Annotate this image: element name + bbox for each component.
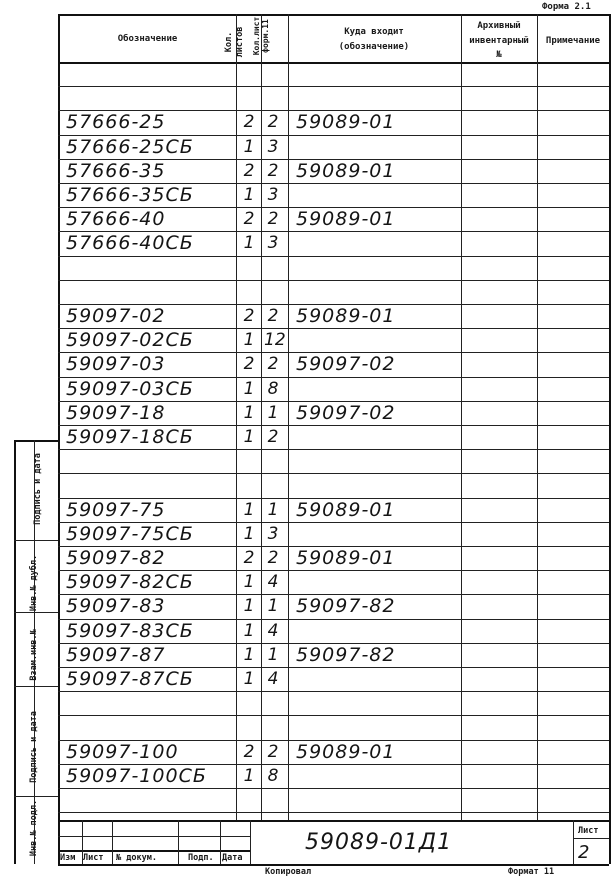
row-designation: 59097-75СБ: [66, 523, 194, 545]
row-format-count: 2: [267, 209, 279, 229]
row-format-count: 2: [267, 161, 279, 181]
row-sheet-count: 1: [243, 645, 255, 665]
row-sheet-count: 1: [243, 669, 255, 689]
grid-line: [14, 440, 16, 864]
grid-line: [58, 836, 251, 837]
row-sheet-count: 1: [243, 766, 255, 786]
header-format-count: Кол.лист форм.11: [252, 16, 270, 56]
row-where-used: 59089-01: [296, 208, 396, 230]
row-designation: 59097-03СБ: [66, 378, 194, 400]
title-col-doc: № докум.: [116, 853, 157, 863]
row-where-used: 59097-02: [296, 402, 396, 424]
row-sheet-count: 1: [243, 137, 255, 157]
grid-line: [58, 812, 609, 813]
header-where-used: Куда входит: [344, 27, 404, 37]
footer-copied: Копировал: [265, 867, 312, 877]
row-where-used: 59097-82: [296, 595, 396, 617]
row-format-count: 1: [267, 403, 279, 423]
grid-line: [178, 820, 179, 864]
row-format-count: 2: [267, 427, 279, 447]
row-sheet-count: 2: [243, 354, 255, 374]
row-designation: 59097-02СБ: [66, 329, 194, 351]
grid-line: [58, 788, 609, 789]
row-sheet-count: 1: [243, 185, 255, 205]
row-format-count: 3: [267, 185, 279, 205]
row-format-count: 3: [267, 524, 279, 544]
side-label-orig-inv: Инв.№ подл.: [29, 799, 39, 857]
title-col-date: Дата: [222, 853, 243, 863]
row-sheet-count: 1: [243, 596, 255, 616]
grid-line: [58, 280, 609, 281]
grid-line: [250, 820, 251, 864]
row-format-count: 2: [267, 354, 279, 374]
row-designation: 57666-40: [66, 208, 166, 230]
grid-line: [573, 820, 574, 864]
row-sheet-count: 1: [243, 427, 255, 447]
header-note: Примечание: [545, 36, 601, 46]
grid-line: [220, 820, 221, 864]
row-format-count: 2: [267, 306, 279, 326]
row-format-count: 1: [267, 645, 279, 665]
row-where-used: 59089-01: [296, 499, 396, 521]
row-format-count: 2: [267, 548, 279, 568]
header-sheets-count: Кол. листов: [224, 26, 245, 58]
grid-line: [573, 838, 609, 839]
row-sheet-count: 1: [243, 233, 255, 253]
row-format-count: 4: [267, 621, 279, 641]
row-format-count: 4: [267, 572, 279, 592]
row-format-count: 3: [267, 233, 279, 253]
grid-line: [58, 14, 60, 864]
row-designation: 59097-100: [66, 741, 179, 763]
row-format-count: 4: [267, 669, 279, 689]
footer-format: Формат 11: [508, 867, 555, 877]
row-designation: 59097-82СБ: [66, 571, 194, 593]
form-label: Форма 2.1: [542, 2, 591, 12]
side-label-repl-inv: Взам.инв.№: [29, 629, 39, 681]
row-where-used: 59097-82: [296, 644, 396, 666]
row-designation: 57666-25СБ: [66, 136, 194, 158]
row-sheet-count: 2: [243, 306, 255, 326]
row-designation: 59097-87СБ: [66, 668, 194, 690]
header-designation: Обозначение: [117, 34, 178, 44]
grid-line: [609, 14, 611, 864]
row-sheet-count: 2: [243, 161, 255, 181]
row-sheet-count: 2: [243, 209, 255, 229]
row-format-count: 8: [267, 379, 279, 399]
grid-line: [58, 86, 609, 87]
row-sheet-count: 1: [243, 403, 255, 423]
row-sheet-count: 2: [243, 112, 255, 132]
grid-line: [58, 14, 609, 16]
row-sheet-count: 1: [243, 330, 255, 350]
row-sheet-count: 1: [243, 379, 255, 399]
row-designation: 59097-02: [66, 305, 166, 327]
row-designation: 57666-25: [66, 111, 166, 133]
row-format-count: 1: [267, 500, 279, 520]
row-designation: 59097-03: [66, 353, 166, 375]
row-where-used: 59089-01: [296, 741, 396, 763]
title-col-list: Лист: [83, 853, 104, 863]
side-label-signature-date-2: Подпись и дата: [29, 711, 39, 783]
side-label-signature-date-1: Подпись и дата: [33, 453, 43, 525]
row-format-count: 2: [267, 112, 279, 132]
row-format-count: 1: [267, 596, 279, 616]
grid-line: [58, 850, 251, 852]
row-sheet-count: 1: [243, 524, 255, 544]
row-sheet-count: 1: [243, 621, 255, 641]
row-format-count: 3: [267, 137, 279, 157]
row-designation: 59097-100СБ: [66, 765, 207, 787]
grid-line: [58, 449, 609, 450]
row-sheet-count: 2: [243, 742, 255, 762]
row-designation: 59097-87: [66, 644, 166, 666]
title-col-izm: Изм: [60, 853, 76, 863]
row-where-used: 59089-01: [296, 160, 396, 182]
row-format-count: 12: [264, 330, 286, 350]
grid-line: [58, 864, 609, 866]
title-col-sign: Подп.: [188, 853, 214, 863]
row-where-used: 59097-02: [296, 353, 396, 375]
row-designation: 59097-82: [66, 547, 166, 569]
row-sheet-count: 1: [243, 572, 255, 592]
grid-line: [58, 820, 609, 822]
side-label-dup-inv: Инв.№ дубл.: [29, 554, 39, 612]
title-doc-number: 59089-01Д1: [305, 830, 453, 855]
grid-line: [58, 473, 609, 474]
row-format-count: 2: [267, 742, 279, 762]
grid-line: [112, 820, 113, 864]
row-designation: 59097-18СБ: [66, 426, 194, 448]
header-archive-inv: инвентарный: [469, 36, 529, 46]
row-where-used: 59089-01: [296, 305, 396, 327]
title-sheet-number: 2: [578, 842, 591, 863]
grid-line: [14, 440, 58, 442]
row-designation: 59097-83СБ: [66, 620, 194, 642]
row-designation: 59097-83: [66, 595, 166, 617]
grid-line: [58, 691, 609, 692]
row-designation: 57666-40СБ: [66, 232, 194, 254]
row-where-used: 59089-01: [296, 111, 396, 133]
row-where-used: 59089-01: [296, 547, 396, 569]
header-archive: Архивный: [477, 21, 521, 31]
grid-line: [58, 715, 609, 716]
row-sheet-count: 2: [243, 548, 255, 568]
row-designation: 57666-35: [66, 160, 166, 182]
header-where-used-sub: (обозначение): [338, 42, 410, 52]
header-archive-no: №: [496, 50, 502, 60]
row-designation: 59097-75: [66, 499, 166, 521]
row-format-count: 8: [267, 766, 279, 786]
row-sheet-count: 1: [243, 500, 255, 520]
row-designation: 57666-35СБ: [66, 184, 194, 206]
grid-line: [58, 256, 609, 257]
title-sheet-label: Лист: [578, 826, 599, 836]
row-designation: 59097-18: [66, 402, 166, 424]
grid-line: [58, 62, 609, 64]
